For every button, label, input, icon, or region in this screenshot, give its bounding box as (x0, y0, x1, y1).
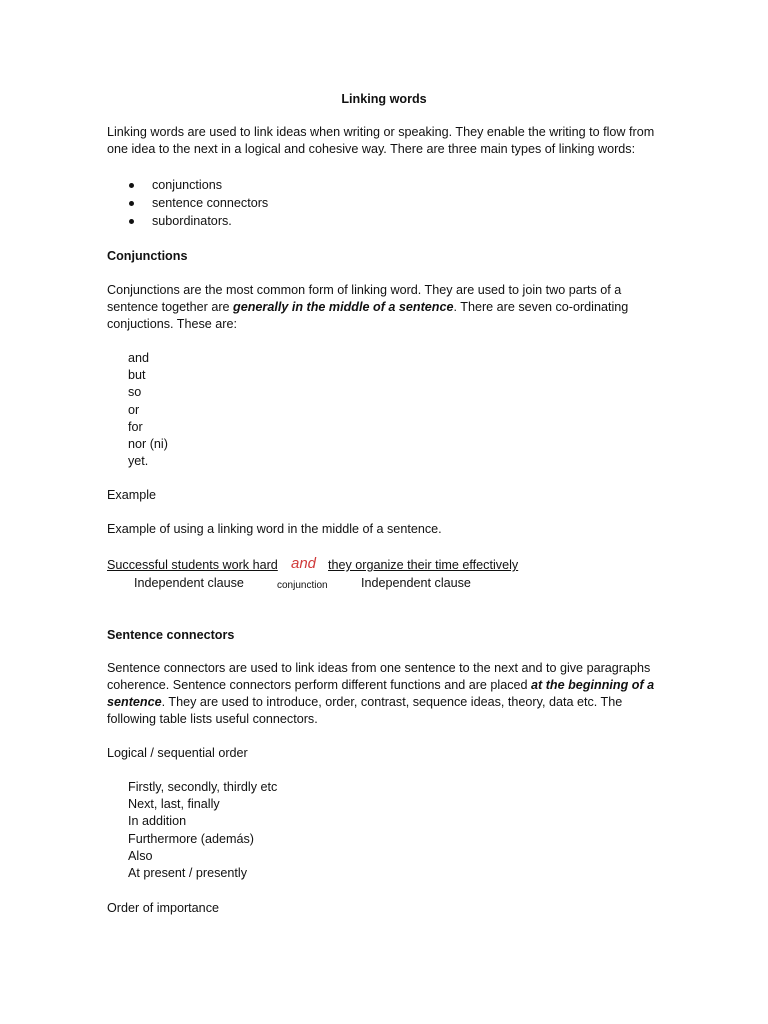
list-item: and (128, 351, 150, 365)
list-item: but (128, 368, 146, 383)
conjunctions-list (128, 350, 168, 470)
types-list (107, 177, 268, 231)
clause-label-1: Independent clause (134, 576, 244, 590)
conjunctions-paragraph (107, 282, 637, 333)
conjunctions-heading: Conjunctions (107, 249, 188, 263)
list-item (107, 177, 268, 195)
list-item (107, 213, 268, 231)
conjunctions-text (107, 282, 637, 333)
list-item: nor (ni) (128, 436, 168, 451)
connectors-text-part2: . They are used to introduce, order, contrast, sequence ideas, theory, data etc. The following table lists useful connectors. (107, 695, 623, 726)
list-item (107, 195, 268, 213)
example-label: Example (107, 488, 156, 502)
list-item-label: subordinators. (152, 214, 232, 228)
connectors-text-part1: Sentence connectors are used to link ideas from one sentence to the next and to give paragraphs coherence. Sentence connectors perform different functions and are placed (107, 661, 651, 692)
connectors-emphasis: at the beginning of a sentence (107, 678, 655, 709)
intro-text: Linking words are used to link ideas when writing or speaking. They enable the writing to flow from one idea to the next in a logical and cohesive way. There are three main types of linking words: (107, 125, 655, 156)
page-title: Linking words (341, 92, 427, 106)
example-clause-2: they organize their time effectively (328, 558, 519, 572)
list-item-label: sentence connectors (152, 196, 269, 210)
logical-order-list (128, 779, 277, 882)
list-item: for (128, 419, 143, 434)
conjunctions-text-part2: . There are seven co-ordinating conjuctions. These are: (107, 300, 629, 331)
list-item: Furthermore (además) (128, 831, 254, 846)
list-item: yet. (128, 454, 149, 469)
list-item: Next, last, finally (128, 797, 220, 812)
list-item-label: conjunctions (152, 178, 223, 192)
bullet-icon (129, 183, 134, 188)
example-description: Example of using a linking word in the middle of a sentence. (107, 522, 442, 536)
sentence-connectors-text (107, 660, 662, 728)
conjunctions-text-part1: Conjunctions are the most common form of linking word. They are used to join two parts of a sentence together are (107, 283, 622, 314)
bullet-icon (129, 219, 134, 224)
importance-order-label: Order of importance (107, 901, 219, 915)
example-clause-1: Successful students work hard (107, 558, 278, 572)
list-item: At present / presently (128, 865, 248, 880)
logical-order-label: Logical / sequential order (107, 746, 248, 760)
conjunctions-emphasis: generally in the middle of a sentence (233, 300, 454, 314)
bullet-icon (129, 201, 134, 206)
example-conjunction: and (291, 555, 317, 572)
sentence-connectors-heading: Sentence connectors (107, 628, 235, 642)
conjunction-label: conjunction (277, 580, 328, 591)
list-item: or (128, 402, 140, 417)
list-item: In addition (128, 814, 187, 829)
clause-label-2: Independent clause (361, 576, 471, 590)
list-item: Also (128, 848, 153, 863)
list-item: Firstly, secondly, thirdly etc (128, 780, 278, 794)
sentence-connectors-paragraph (107, 660, 662, 728)
intro-paragraph (107, 124, 667, 158)
list-item: so (128, 385, 142, 400)
